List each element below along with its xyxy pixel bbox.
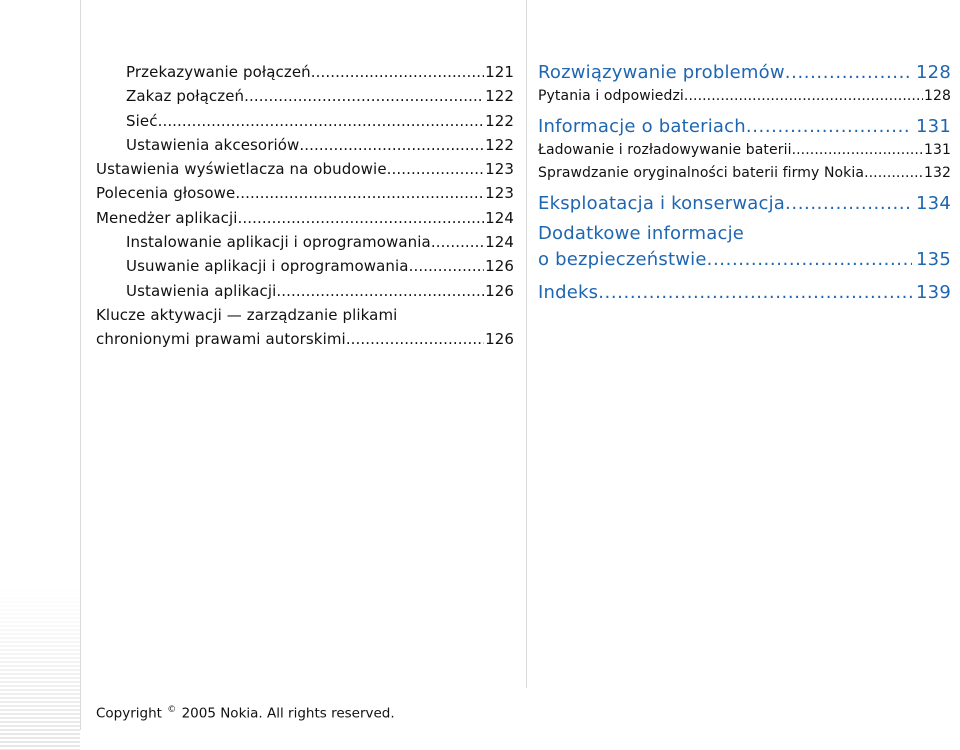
toc-page-number: 124 [485, 233, 514, 252]
toc-entry-label: Usuwanie aplikacji i oprogramowania [126, 257, 409, 276]
toc-section-title[interactable]: Dodatkowe informacje [538, 223, 745, 244]
toc-section-title: Rozwiązywanie problemów [538, 62, 785, 83]
toc-entry[interactable] [96, 279, 514, 303]
toc-section-list [538, 60, 951, 217]
toc-page-number: 123 [485, 160, 514, 179]
toc-left-column [96, 60, 514, 352]
copyright-text: 2005 Nokia. All rights reserved. [181, 705, 395, 722]
dot-leader [792, 139, 923, 162]
copyright-symbol: © [167, 705, 177, 715]
toc-section-heading[interactable] [538, 280, 951, 306]
toc-entry-label: Klucze aktywacji — zarządzanie plikami [96, 305, 398, 324]
toc-right-column [538, 60, 951, 306]
toc-section-heading[interactable] [538, 114, 951, 140]
toc-entry-label: Menedżer aplikacji [96, 208, 238, 227]
dot-leader [707, 247, 912, 273]
toc-entry[interactable] [96, 206, 514, 230]
toc-section-heading[interactable] [538, 60, 951, 86]
toc-page-number: 122 [485, 135, 514, 154]
toc-section-title: Informacje o bateriach [538, 116, 746, 137]
toc-page-number: 135 [916, 249, 951, 270]
toc-entry-label: Instalowanie aplikacji i oprogramowania [126, 233, 431, 252]
toc-section [538, 60, 951, 108]
toc-entry-label: Sprawdzanie oryginalności baterii firmy Nokia [538, 165, 865, 181]
toc-entry[interactable] [538, 139, 951, 162]
dot-leader [158, 109, 484, 133]
dot-leader [235, 181, 484, 205]
toc-page-number: 122 [485, 87, 514, 106]
toc-entry[interactable] [96, 230, 514, 254]
toc-entry[interactable] [96, 157, 514, 181]
toc-entry-label: Ładowanie i rozładowywanie baterii [538, 142, 792, 158]
toc-entry-label: Pytania i odpowiedzi [538, 88, 684, 104]
toc-entry-label: Zakaz połączeń [126, 87, 245, 106]
margin-stripe-decoration [0, 585, 80, 750]
toc-entry[interactable] [96, 60, 514, 84]
toc-entry[interactable] [538, 162, 951, 185]
toc-page-number: 124 [485, 208, 514, 227]
toc-section-heading[interactable] [538, 191, 951, 217]
toc-page-number: 134 [916, 193, 951, 214]
dot-leader [238, 206, 485, 230]
toc-entry-label: Ustawienia aplikacji [126, 281, 277, 300]
toc-page-number: 139 [916, 282, 951, 303]
toc-entry-label: Przekazywanie połączeń [126, 63, 311, 81]
toc-section [538, 191, 951, 217]
toc-section [538, 221, 951, 273]
dot-leader [346, 327, 484, 351]
toc-entry-label: Polecenia głosowe [96, 184, 236, 203]
toc-page-number: 123 [485, 184, 514, 203]
dot-leader [387, 157, 484, 181]
toc-section-title: Indeks [538, 282, 599, 303]
toc-page-number: 126 [485, 330, 514, 349]
toc-section [538, 114, 951, 185]
toc-page-number: 126 [485, 257, 514, 276]
left-margin-rule [80, 0, 81, 730]
toc-entry-label: Sieć [126, 111, 158, 130]
dot-leader [409, 254, 484, 278]
dot-leader [299, 133, 484, 157]
toc-section-title: Eksploatacja i konserwacja [538, 193, 786, 214]
dot-leader [785, 191, 912, 217]
dot-leader [244, 84, 484, 108]
copyright-footer [96, 701, 395, 723]
toc-page-number: 121 [485, 63, 514, 81]
toc-section-title: o bezpieczeństwie [538, 249, 707, 270]
toc-page-number: 131 [923, 142, 951, 158]
dot-leader [598, 280, 912, 306]
toc-entry[interactable] [96, 109, 514, 133]
column-divider-rule [526, 0, 527, 688]
toc-entry-label: Ustawienia wyświetlacza na obudowie [96, 160, 387, 179]
toc-entry[interactable] [96, 133, 514, 157]
toc-entry-list [96, 60, 514, 303]
dot-leader [785, 60, 912, 86]
dot-leader [311, 60, 484, 84]
dot-leader [276, 279, 484, 303]
toc-page-number: 131 [916, 116, 951, 137]
toc-entry-continued [96, 327, 514, 351]
toc-page-number: 126 [485, 281, 514, 300]
toc-entry[interactable] [96, 84, 514, 108]
toc-entry-label: chronionymi prawami autorskimi [96, 330, 346, 349]
toc-entry-label: Ustawienia akcesoriów [126, 135, 300, 154]
dot-leader [684, 85, 923, 108]
toc-page-number: 122 [485, 111, 514, 130]
toc-section-heading-continued[interactable] [538, 247, 951, 273]
toc-entry[interactable] [96, 303, 514, 352]
toc-entry[interactable] [96, 254, 514, 278]
toc-page-number: 132 [923, 165, 951, 181]
toc-page-number: 128 [923, 88, 951, 104]
dot-leader [864, 162, 923, 185]
toc-section [538, 280, 951, 306]
toc-entry[interactable] [538, 85, 951, 108]
copyright-prefix: Copyright [96, 705, 162, 722]
toc-page-number: 128 [916, 62, 951, 83]
toc-entry[interactable] [96, 181, 514, 205]
dot-leader [746, 114, 912, 140]
dot-leader [431, 230, 484, 254]
